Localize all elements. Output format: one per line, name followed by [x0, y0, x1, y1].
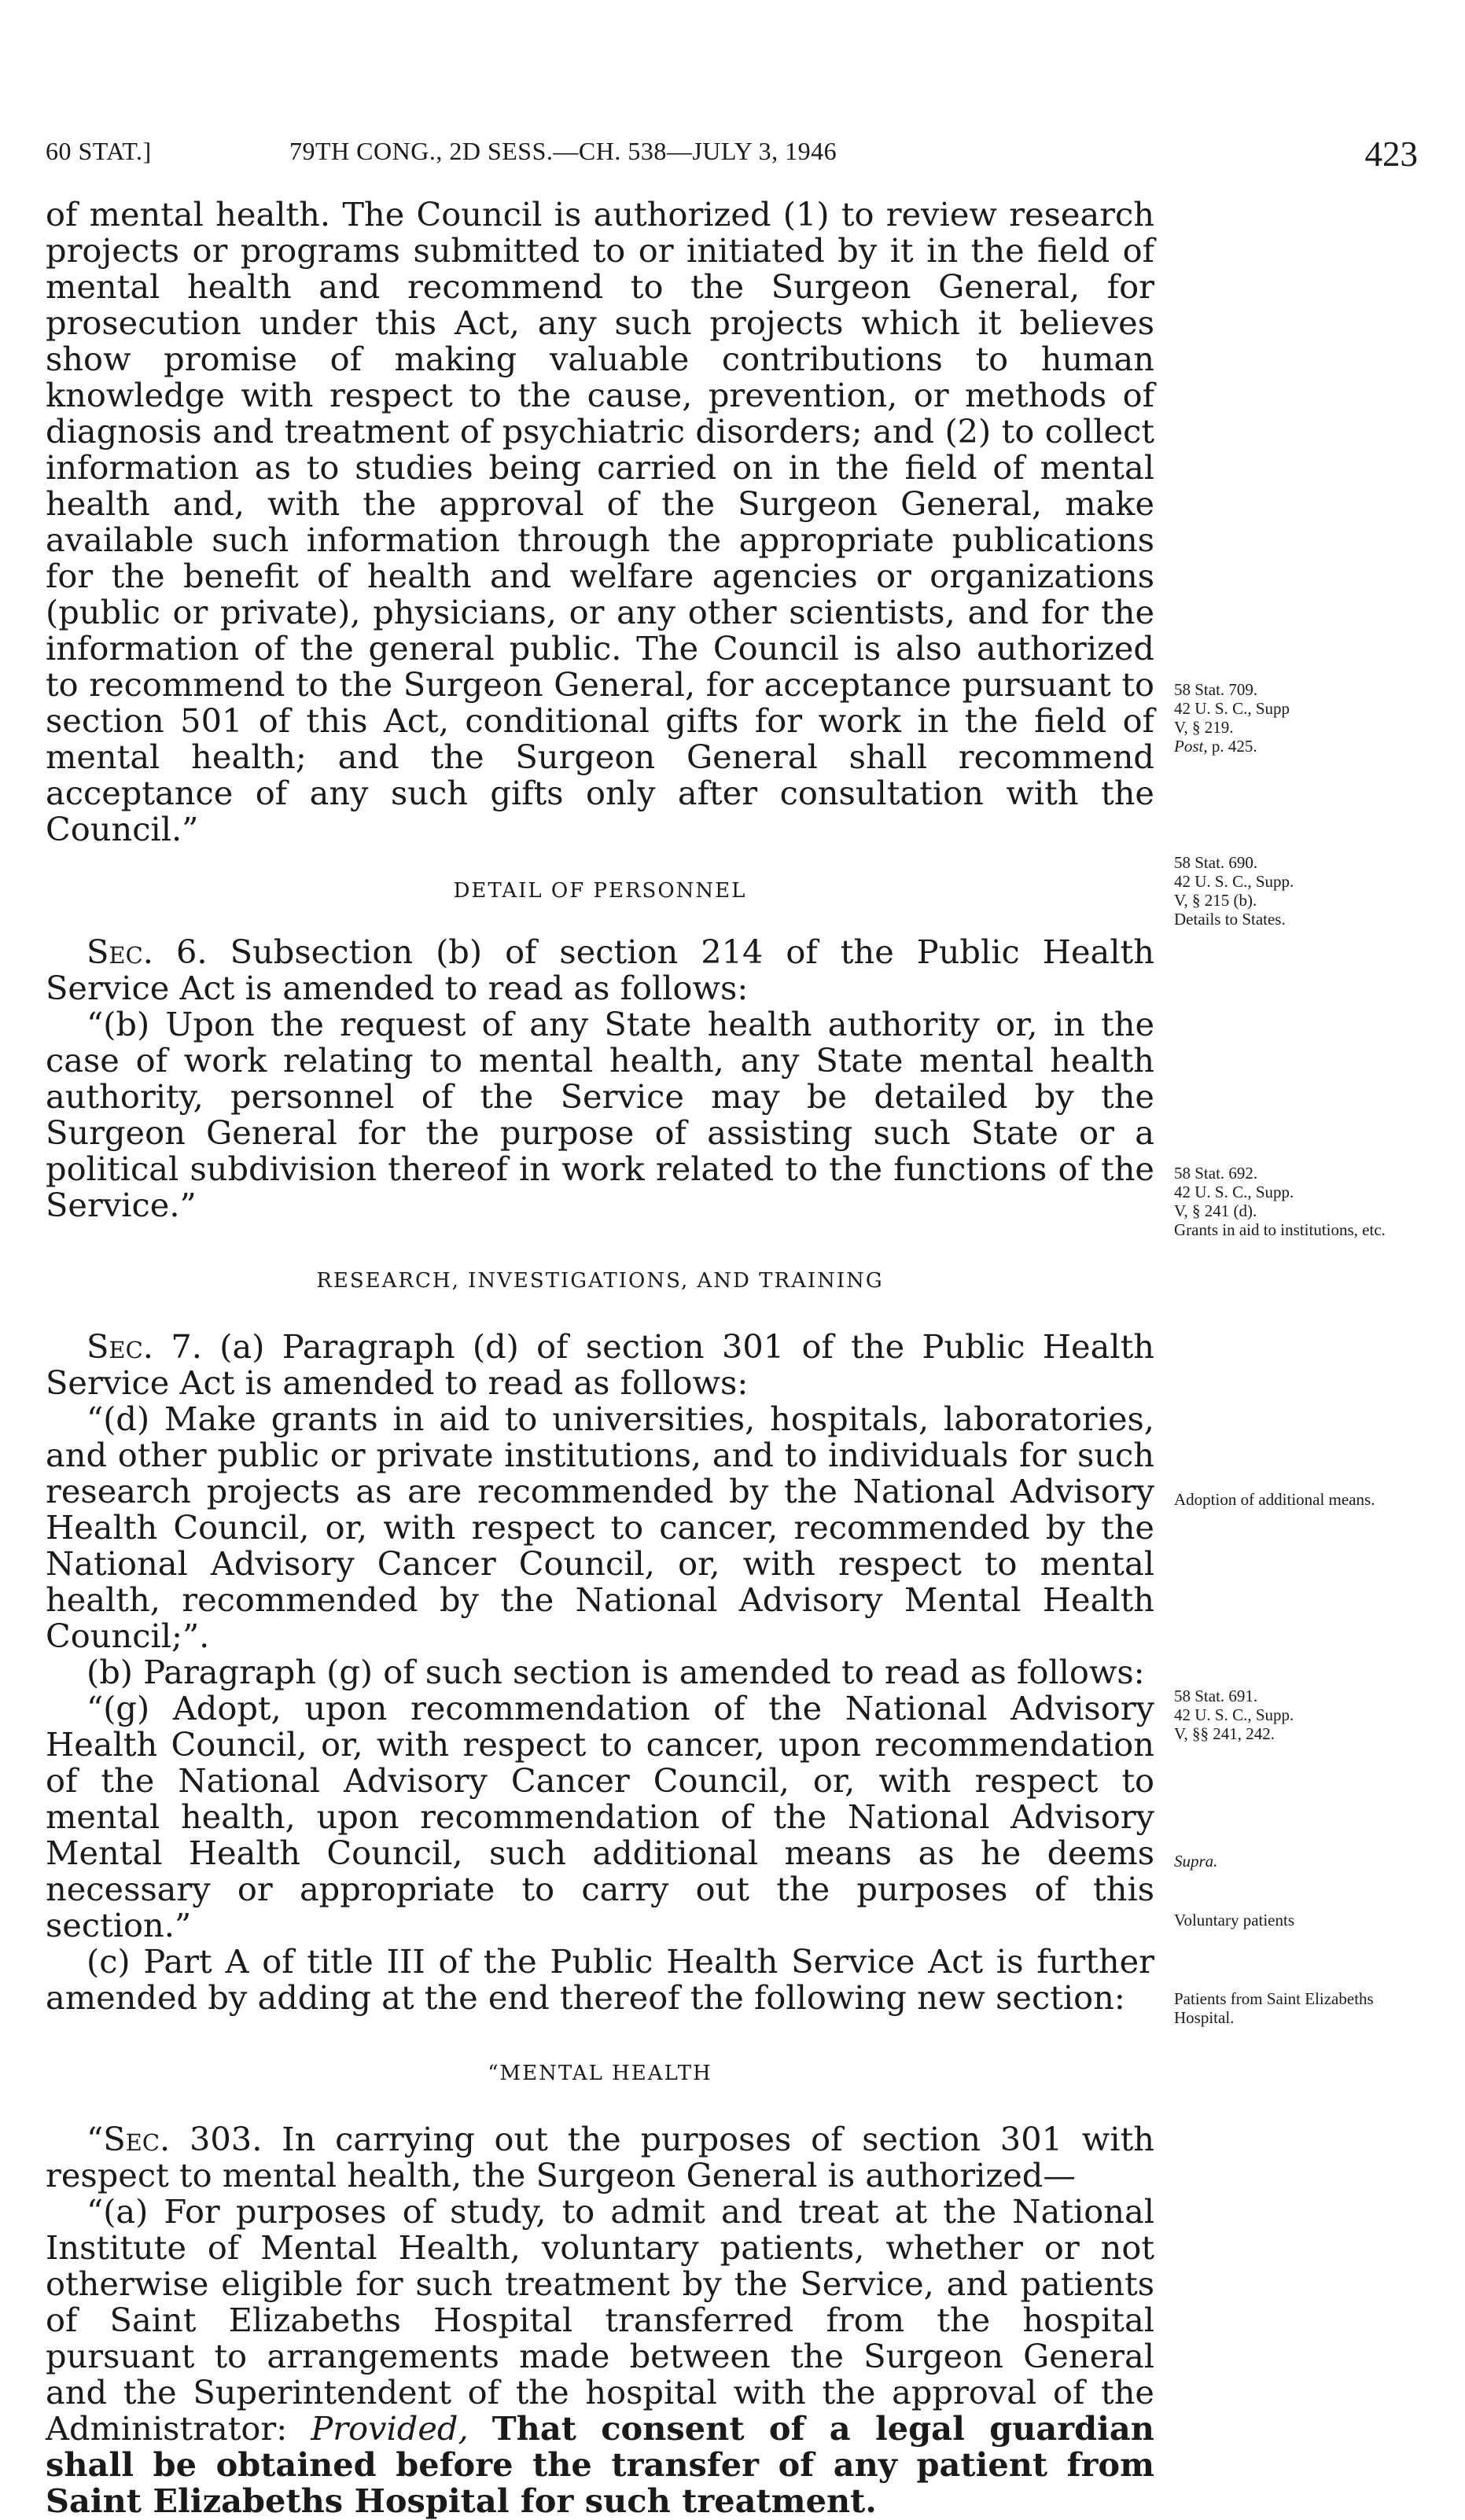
margin-note-5-line3: V, §§ 241, 242.: [1174, 1724, 1275, 1743]
margin-note-1-line3: V, § 219.: [1174, 718, 1234, 737]
section-303-a-part1: “(a) For purposes of study, to admit and treat at the National Institute of Mental Health, voluntary patients, whether or not otherwise eligible for such treatment by the Service, and patients of Saint Elizabeths Hospital transferred from the hospital pursuant to arrangements made between the Surgeon General and the Superintendent of the hospital with the approval of the Administrator:: [46, 2192, 1154, 2448]
section-7-b: (b) Paragraph (g) of such section is amended to read as follows:: [87, 1653, 1145, 1691]
margin-note-4-line1: Adoption of additional means.: [1174, 1490, 1375, 1509]
provided-word: Provided,: [311, 2409, 469, 2448]
post-word: Post,: [1174, 737, 1208, 756]
margin-note-5: [1174, 1687, 1434, 1743]
paragraph-council-authority: of mental health. The Council is authorized (1) to review research projects or programs submitted to or initiated by it in the field of mental health and recommend to the Surgeon General, for prosecution under this Act, any such projects which it believes show promise of making valuable contributions to human knowledge with respect to the cause, prevention, or methods of diagnosis and treatment of psychiatric disorders; and (2) to collect information as to studies being carried on in the field of mental health and, with the approval of the Surgeon General, make available such information through the appropriate publications for the benefit of health and welfare agencies or organizations (public or private), physicians, or any other scientists, and for the information of the general public. The Council is also authorized to recommend to the Surgeon General, for acceptance pursuant to section 501 of this Act, conditional gifts for work in the field of mental health; and the Surgeon General shall recommend acceptance of any such gifts only after consultation with the Council.”: [46, 195, 1154, 848]
margin-note-6-line1: Supra.: [1174, 1852, 1218, 1871]
section-7-c: (c) Part A of title III of the Public Health Service Act is further amended by adding at the end thereof the following new section:: [46, 1942, 1154, 2017]
section-7: [46, 1329, 1154, 1401]
margin-note-2-line2: 42 U. S. C., Supp.: [1174, 872, 1294, 891]
margin-note-3-line4: Grants in aid to institutions, etc.: [1174, 1220, 1386, 1239]
page-header: [46, 134, 1418, 173]
margin-note-2-line1: 58 Stat. 690.: [1174, 853, 1258, 872]
heading-detail-of-personnel: DETAIL OF PERSONNEL: [453, 879, 747, 903]
margin-note-1-line4: [1174, 737, 1434, 756]
margin-note-1: [1174, 680, 1434, 756]
section-6-text: Subsection (b) of section 214 of the Public Health Service Act is amended to read as follows:: [46, 933, 1154, 1007]
statute-reference: 60 STAT.]: [46, 137, 152, 165]
margin-note-2: [1174, 853, 1434, 929]
congress-session-info: 79TH CONG., 2D SESS.—CH. 538—JULY 3, 1946: [289, 137, 837, 165]
margin-note-3-line2: 42 U. S. C., Supp.: [1174, 1183, 1294, 1201]
main-text: [46, 197, 1154, 2519]
margin-note-5-line2: 42 U. S. C., Supp.: [1174, 1705, 1294, 1724]
margin-note-3-line1: 58 Stat. 692.: [1174, 1164, 1258, 1183]
margin-note-8-line1: Patients from Saint Elizabeths Hospital.: [1174, 1989, 1374, 2027]
heading-mental-health: “MENTAL HEALTH: [488, 2062, 712, 2085]
section-7-quote-g: “(g) Adopt, upon recommendation of the National Advisory Health Council, or, with respect to cancer, upon recommendation of the National Advisory Cancer Council, or, with respect to mental health, upon recommendation of the National Advisory Mental Health Council, such additional means as he deems necessary or appropriate to carry out the purposes of this section.”: [46, 1689, 1154, 1944]
margin-note-1-line2: 42 U. S. C., Supp: [1174, 699, 1290, 718]
margin-note-3: [1174, 1164, 1434, 1239]
margin-note-7: [1174, 1911, 1434, 1930]
margin-note-2-line4: Details to States.: [1174, 910, 1286, 929]
margin-note-5-line1: 58 Stat. 691.: [1174, 1687, 1258, 1705]
section-303-a-part2: That consent of a legal guardian shall be obtained before the transfer of any patient from Saint Elizabeths Hospital for such treatment.: [46, 2409, 1154, 2520]
section-7-quote-d: “(d) Make grants in aid to universities, hospitals, laboratories, and other public or private institutions, and to individuals for such research projects as are recommended by the National Advisory Health Council, or, with respect to cancer, recommended by the National Advisory Cancer Council, or, with respect to mental health, recommended by the National Advisory Mental Health Council;”.: [46, 1400, 1154, 1655]
heading-research: RESEARCH, INVESTIGATIONS, AND TRAINING: [316, 1269, 884, 1293]
section-7-label: Sec. 7.: [87, 1327, 202, 1366]
section-7-text: (a) Paragraph (d) of section 301 of the Public Health Service Act is amended to read as follows:: [46, 1327, 1154, 1402]
margin-note-4: [1174, 1490, 1434, 1509]
margin-note-2-line3: V, § 215 (b).: [1174, 891, 1257, 910]
margin-note-8: [1174, 1989, 1434, 2027]
page-number: 423: [1364, 134, 1418, 174]
section-303: [46, 2121, 1154, 2194]
section-303-text: In carrying out the purposes of section 301 with respect to mental health, the Surgeon General is authorized—: [46, 2120, 1154, 2194]
margin-note-1-line4-rest: p. 425.: [1207, 737, 1257, 756]
margin-note-1-line1: 58 Stat. 709.: [1174, 680, 1258, 699]
margin-note-7-line1: Voluntary patients: [1174, 1911, 1295, 1930]
margin-note-6: [1174, 1852, 1434, 1871]
section-6-label: Sec. 6.: [87, 933, 208, 971]
section-6: [46, 934, 1154, 1006]
section-303-a: [46, 2194, 1154, 2519]
section-6-quote: “(b) Upon the request of any State health authority or, in the case of work relating to mental health, any State mental health authority, personnel of the Service may be detailed by the Surgeon General for the purpose of assisting such State or a political subdivision thereof in work related to the functions of the Service.”: [46, 1005, 1154, 1224]
margin-note-3-line3: V, § 241 (d).: [1174, 1201, 1257, 1220]
section-303-label: “Sec. 303.: [87, 2120, 263, 2158]
